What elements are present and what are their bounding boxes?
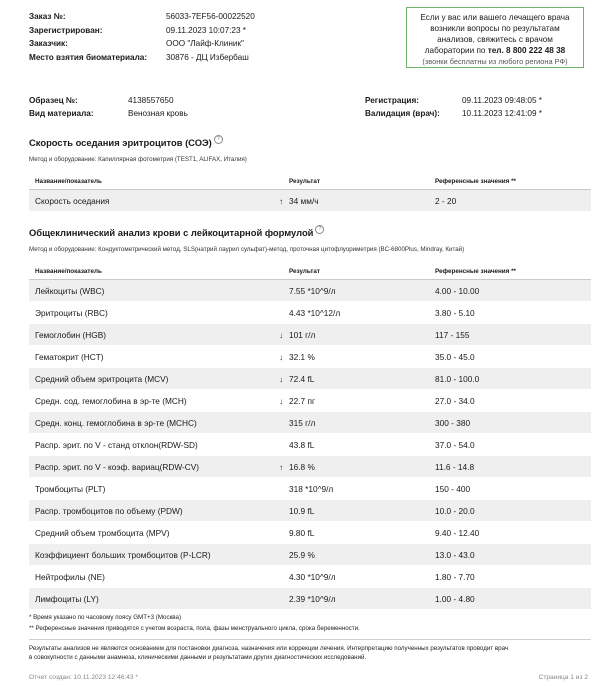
reference-range: 10.0 - 20.0 <box>435 506 475 516</box>
sample-dates <box>365 94 542 120</box>
table-row <box>29 302 591 324</box>
table-row <box>29 434 591 456</box>
table-row <box>29 522 591 544</box>
reference-range: 300 - 380 <box>435 418 471 428</box>
test-name: Распр. эрит. по V - станд отклон(RDW-SD) <box>35 440 198 450</box>
test-name: Гемоглобин (HGB) <box>35 330 107 340</box>
contact-phone[interactable]: тел. 8 800 222 48 38 <box>487 46 566 55</box>
col-reference-header: Референсные значения ** <box>435 268 516 275</box>
place-label: Место взятия биоматериала: <box>29 52 148 62</box>
report-created: Отчет создан: 10.11.2023 12:46:43 * <box>29 674 138 681</box>
test-name: Тромбоциты (PLT) <box>35 484 106 494</box>
sample-value: 4138557650 <box>128 96 174 105</box>
registration-value: 09.11.2023 09:48:05 * <box>462 96 542 105</box>
col-name-header: Название/показатель <box>35 178 102 185</box>
test-result: 315 г/л <box>289 418 316 428</box>
table-row <box>29 346 591 368</box>
table-row <box>29 280 591 302</box>
test-name: Гематокрит (HCT) <box>35 352 104 362</box>
test-result: 43.8 fL <box>289 440 315 450</box>
cbc-method: Метод и оборудование: Кондуктометрический метод, SLS(натрий лаурил сульфат)-метод, проточная цитофлуориметрия (BC-6800Plus, Mindray, Китай) <box>29 246 465 253</box>
footnote-time: * Время указано по часовому поясу GMT+3 (Москва) <box>29 614 182 621</box>
col-result-header: Результат <box>289 268 320 275</box>
flag-icon: ↑ <box>279 196 284 206</box>
table-row <box>29 566 591 588</box>
reference-range: 27.0 - 34.0 <box>435 396 475 406</box>
flag-icon: ↓ <box>279 352 284 362</box>
esr-table-header <box>29 175 591 190</box>
flag-icon: ↓ <box>279 330 284 340</box>
table-row <box>29 544 591 566</box>
reference-range: 2 - 20 <box>435 196 457 206</box>
test-name: Распр. эрит. по V - коэф. вариац(RDW-CV) <box>35 462 200 472</box>
test-result: 34 мм/ч <box>289 196 319 206</box>
disclaimer-line: в совокупности с данными анамнеза, клиническими данными и результатами других диагностических исследований. <box>29 654 367 661</box>
table-row <box>29 324 591 346</box>
test-result: 2.39 *10^9/л <box>289 594 336 604</box>
table-row <box>29 588 591 610</box>
test-name: Средний объем тромбоцита (MPV) <box>35 528 170 538</box>
material-value: Венозная кровь <box>128 109 188 118</box>
table-row <box>29 190 591 212</box>
test-result: 4.30 *10^9/л <box>289 572 336 582</box>
reference-range: 117 - 155 <box>435 330 470 340</box>
test-result: 9.80 fL <box>289 528 315 538</box>
test-name: Лимфоциты (LY) <box>35 594 99 604</box>
table-row <box>29 412 591 434</box>
col-reference-header: Референсные значения ** <box>435 178 516 185</box>
test-result: 318 *10^9/л <box>289 484 334 494</box>
test-name: Коэффициент больших тромбоцитов (P-LCR) <box>35 550 211 560</box>
cbc-title <box>29 227 324 238</box>
place-value: 30876 - ДЦ Избербаш <box>166 52 249 62</box>
table-row <box>29 500 591 522</box>
help-icon[interactable]: ? <box>315 225 324 234</box>
test-result: 32.1 % <box>289 352 315 362</box>
validation-value: 10.11.2023 12:41:09 * <box>462 109 542 118</box>
test-name: Нейтрофилы (NE) <box>35 572 105 582</box>
reference-range: 37.0 - 54.0 <box>435 440 475 450</box>
reference-range: 3.80 - 5.10 <box>435 308 475 318</box>
registered-label: Зарегистрирован: <box>29 25 103 35</box>
order-info <box>29 10 255 64</box>
cbc-table-header <box>29 265 591 280</box>
table-row <box>29 368 591 390</box>
validation-label: Валидация (врач): <box>365 109 440 118</box>
customer-value: ООО "Лайф-Клиник" <box>166 39 244 48</box>
disclaimer-line: Результаты анализов не являются основанием для постановки диагноза, назначения или коррекции лечения. Интерпретацию полученных результатов проводит врач <box>29 645 509 652</box>
footnotes <box>29 613 360 633</box>
help-icon[interactable]: ? <box>214 135 223 144</box>
order-label: Заказ №: <box>29 12 66 21</box>
divider <box>29 639 591 640</box>
reference-range: 81.0 - 100.0 <box>435 374 480 384</box>
reference-range: 150 - 400 <box>435 484 471 494</box>
order-value: 56033-7EF56-00022520 <box>166 12 255 21</box>
reference-range: 11.6 - 14.8 <box>435 462 475 472</box>
cbc-title-text: Общеклинический анализ крови с лейкоцитарной формулой <box>29 227 314 238</box>
contact-note: (звонки бесплатны из любого региона РФ) <box>422 57 568 66</box>
test-result: 101 г/л <box>289 330 316 340</box>
reference-range: 1.00 - 4.80 <box>435 594 475 604</box>
disclaimer <box>29 644 508 662</box>
sample-info <box>29 94 188 120</box>
reference-range: 35.0 - 45.0 <box>435 352 475 362</box>
test-name: Лейкоциты (WBC) <box>35 286 105 296</box>
esr-title-text: Скорость оседания эритроцитов (СОЭ) <box>29 137 212 148</box>
contact-box <box>406 7 584 68</box>
test-name: Средний объем эритроцита (MCV) <box>35 374 169 384</box>
col-result-header: Результат <box>289 178 320 185</box>
col-name-header: Название/показатель <box>35 268 102 275</box>
flag-icon: ↑ <box>279 462 284 472</box>
test-result: 4.43 *10^12/л <box>289 308 341 318</box>
registered-value: 09.11.2023 10:07:23 * <box>166 25 246 35</box>
reference-range: 1.80 - 7.70 <box>435 572 475 582</box>
test-result: 16.8 % <box>289 462 315 472</box>
contact-line <box>407 45 583 56</box>
reference-range: 9.40 - 12.40 <box>435 528 480 538</box>
contact-line: Если у вас или вашего лечащего врача <box>420 13 570 22</box>
test-name: Распр. тромбоцитов по объему (PDW) <box>35 506 183 516</box>
customer-label: Заказчик: <box>29 39 68 48</box>
test-name: Скорость оседания <box>35 196 110 206</box>
test-result: 22.7 пг <box>289 396 315 406</box>
registration-label: Регистрация: <box>365 96 419 105</box>
reference-range: 4.00 - 10.00 <box>435 286 480 296</box>
contact-line: анализов, свяжитесь с врачом <box>437 35 553 44</box>
table-row <box>29 390 591 412</box>
test-name: Средн. конц. гемоглобина в эр-те (MCHC) <box>35 418 197 428</box>
test-result: 72.4 fL <box>289 374 315 384</box>
test-name: Эритроциты (RBC) <box>35 308 108 318</box>
esr-method: Метод и оборудование: Капиллярная фотометрия (TEST1, ALIFAX, Италия) <box>29 156 247 163</box>
table-row <box>29 456 591 478</box>
material-label: Вид материала: <box>29 109 94 118</box>
test-result: 25.9 % <box>289 550 315 560</box>
flag-icon: ↓ <box>279 374 284 384</box>
flag-icon: ↓ <box>279 396 284 406</box>
test-name: Средн. сод. гемоглобина в эр-те (MCH) <box>35 396 187 406</box>
contact-line: возникли вопросы по результатам <box>430 24 560 33</box>
footnote-reference: ** Референсные значения приводятся с учетом возраста, пола, фазы менструального цикла, срока беременности. <box>29 625 360 632</box>
test-result: 10.9 fL <box>289 506 315 516</box>
sample-label: Образец №: <box>29 96 78 105</box>
esr-title <box>29 137 223 148</box>
table-row <box>29 478 591 500</box>
test-result: 7.55 *10^9/л <box>289 286 336 296</box>
page-number: Страница 1 из 2 <box>538 674 588 681</box>
contact-prefix: лаборатории по <box>424 46 488 55</box>
reference-range: 13.0 - 43.0 <box>435 550 475 560</box>
